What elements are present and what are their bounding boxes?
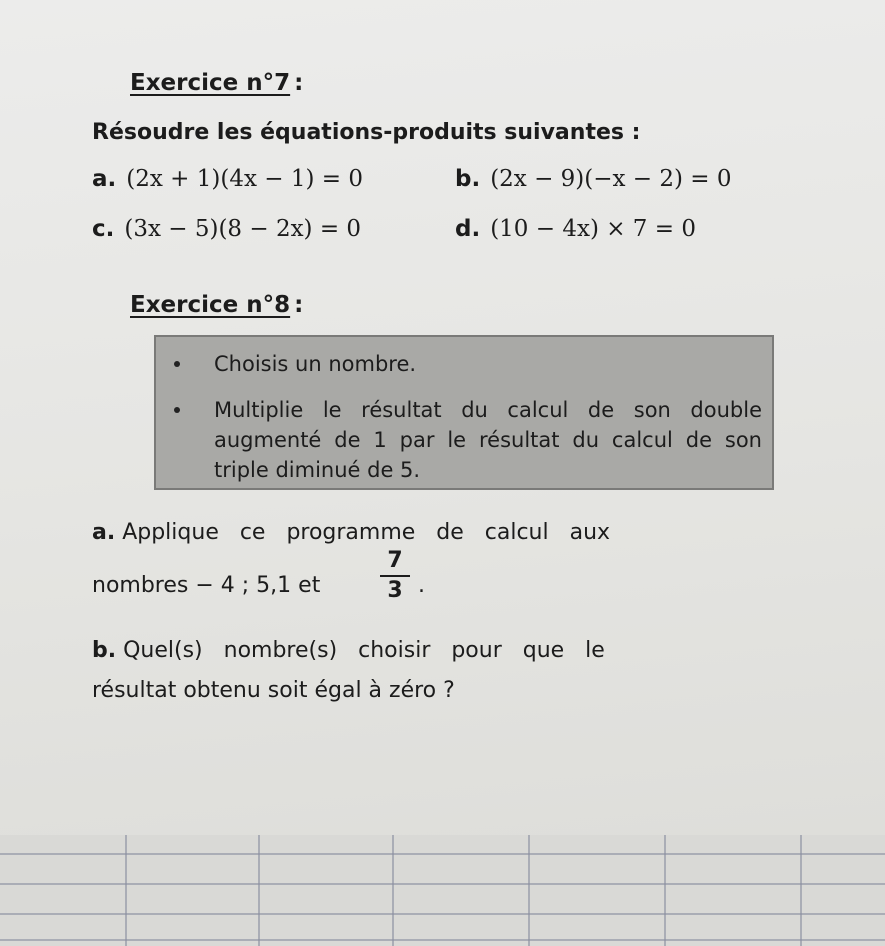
grid-line (664, 835, 666, 946)
grid-line (800, 835, 802, 946)
grid-line (528, 835, 530, 946)
question-a-line-1: a. Applique ce programme de calcul aux (92, 520, 611, 545)
bleed-through-text (500, 20, 506, 44)
exercise-7-instruction: Résoudre les équations-produits suivantes : (92, 120, 641, 145)
grid-line (125, 835, 127, 946)
equation-b: b. (2x − 9)(−x − 2) = 0 (455, 166, 732, 192)
bullet-icon (174, 407, 180, 413)
grid-line (0, 939, 885, 941)
exercise-8-title: Exercice n°8 : (130, 292, 304, 318)
grid-line (0, 853, 885, 855)
equation-d: d. (10 − 4x) × 7 = 0 (455, 216, 696, 242)
question-a-line-2: nombres − 4 ; 5,1 et (92, 573, 321, 598)
question-b-line-2: résultat obtenu soit égal à zéro ? (92, 678, 455, 703)
bullet-icon (174, 361, 180, 367)
calculation-program-box: Choisis un nombre. Multiplie le résultat du calcul de son double augmenté de 1 par le résultat du calcul de son triple diminué de 5. (154, 335, 774, 490)
equation-c: c. (3x − 5)(8 − 2x) = 0 (92, 216, 362, 242)
exercise-7-title: Exercice n°7 : (130, 70, 304, 96)
equation-a: a. (2x + 1)(4x − 1) = 0 (92, 166, 363, 192)
fraction-bar (380, 575, 410, 577)
question-a-period: . (418, 573, 425, 598)
question-b-line-1: b. Quel(s) nombre(s) choisir pour que le (92, 638, 605, 663)
grid-line (258, 835, 260, 946)
fraction-seven-thirds: 7 3 (380, 548, 410, 604)
grid-line (0, 913, 885, 915)
grid-paper (0, 835, 885, 946)
grid-line (0, 883, 885, 885)
grid-line (392, 835, 394, 946)
